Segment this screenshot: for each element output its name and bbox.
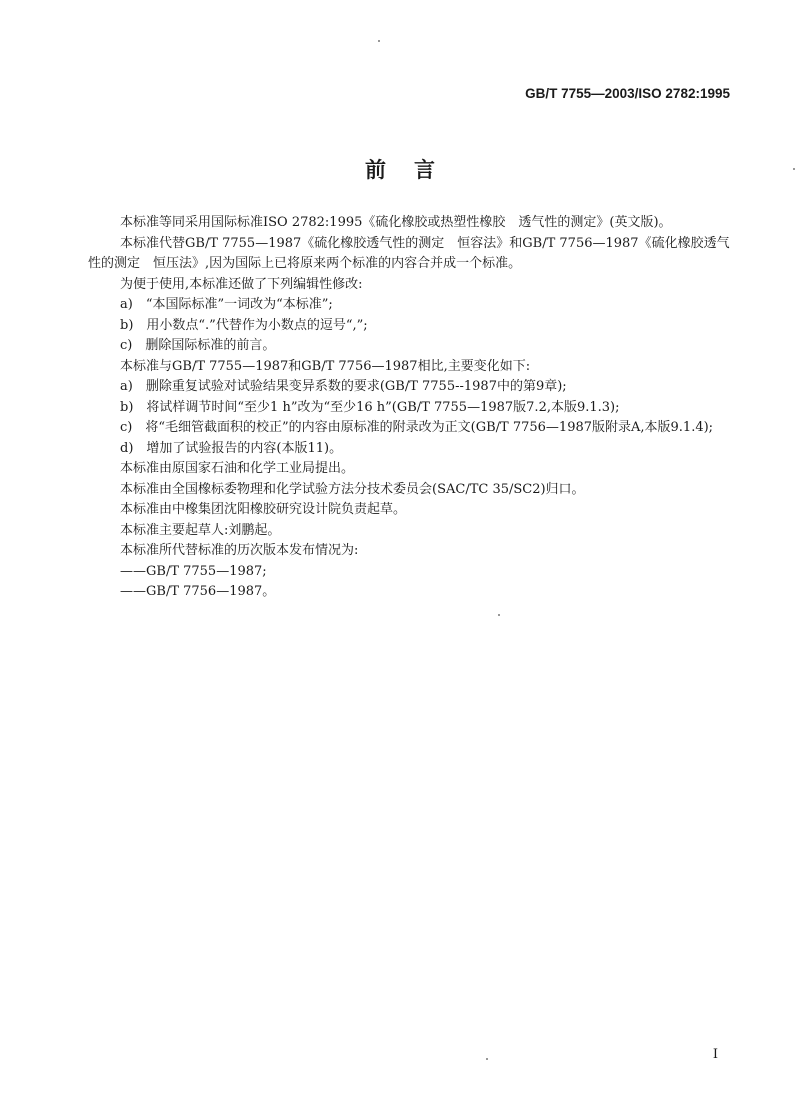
paragraph-editorial-intro: 为便于使用,本标准还做了下列编辑性修改: — [120, 276, 363, 292]
paragraph-adoption: 本标准等同采用国际标准ISO 2782:1995《硫化橡胶或热塑性橡胶 透气性的测定》(英文版)。 — [120, 215, 672, 230]
list-item-history-1: ——GB/T 7755—1987; — [120, 563, 267, 579]
paragraph-drafting-org: 本标准由中橡集团沈阳橡胶研究设计院负责起草。 — [120, 502, 407, 517]
list-item-change-d: d) 增加了试验报告的内容(本版11)。 — [120, 440, 343, 456]
paragraph-committee: 本标准由全国橡标委物理和化学试验方法分技术委员会(SAC/TC 35/SC2)归口。 — [120, 481, 585, 497]
list-item-editorial-c: c) 删除国际标准的前言。 — [120, 338, 276, 353]
paragraph-history-intro: 本标准所代替标准的历次版本发布情况为: — [120, 543, 359, 558]
list-item-editorial-a: a) “本国际标准”一词改为“本标准”; — [120, 297, 333, 312]
scan-speck — [793, 168, 795, 170]
scan-speck — [498, 614, 500, 616]
list-item-editorial-b: b) 用小数点“.”代替作为小数点的逗号“,”; — [120, 317, 368, 333]
paragraph-replacement: 本标准代替GB/T 7755—1987《硫化橡胶透气性的测定 恒容法》和GB/T 7756—1987《硫化橡胶透气性的测定 恒压法》,因为国际上已将原来两个标准的内容合并成一个标准。 — [88, 235, 730, 271]
paragraph-proposer: 本标准由原国家石油和化学工业局提出。 — [120, 461, 355, 476]
list-item-change-b: b) 将试样调节时间“至少1 h”改为“至少16 h”(GB/T 7755—1987版7.2,本版9.1.3); — [120, 399, 620, 415]
page-number: I — [712, 1047, 718, 1062]
scan-speck — [378, 40, 380, 42]
paragraph-changes-intro: 本标准与GB/T 7755—1987和GB/T 7756—1987相比,主要变化如下: — [120, 358, 531, 374]
list-item-change-a: a) 删除重复试验对试验结果变异系数的要求(GB/T 7755--1987中的第9章); — [120, 379, 567, 394]
paragraph-drafter: 本标准主要起草人:刘鹏起。 — [120, 522, 281, 538]
list-item-change-c: c) 将“毛细管截面积的校正”的内容由原标准的附录改为正文(GB/T 7756—1987版附录A,本版9.1.4); — [120, 420, 714, 435]
standard-code: GB/T 7755—2003/ISO 2782:1995 — [525, 86, 730, 101]
page-title: 前言 — [365, 157, 463, 182]
scan-speck — [486, 1058, 488, 1060]
list-item-history-2: ——GB/T 7756—1987。 — [120, 584, 276, 599]
foreword-body — [88, 213, 736, 603]
